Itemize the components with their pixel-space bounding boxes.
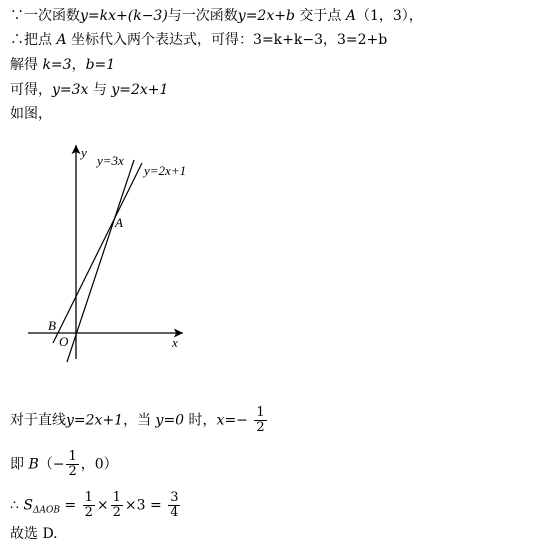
text-yu: 与 [92,82,107,98]
answer-text: 故选 D. [10,526,58,542]
point-a-coordinates: （1，3）， [355,8,423,24]
line-8 [10,491,182,521]
area-symbol: S [23,497,33,514]
close-paren: ，0） [80,456,118,473]
formula-y-2x-b: y=2x+b [237,8,295,24]
denominator: 2 [68,464,77,479]
line-9 [10,524,58,544]
text-dang: ，当 [123,412,152,429]
equation-b: 3=2+b [337,32,388,48]
denominator: 2 [84,505,93,520]
point-a-label: A [345,8,356,24]
fraction-1 [83,491,95,520]
point-b-label: B [28,456,39,473]
text-jiaoyu-dian: 交于点 [299,8,342,24]
point-a-label: A [115,215,123,230]
equation-k: 3=k+k−3 [253,32,324,48]
denominator: 2 [256,420,265,435]
line-y-2x-1-label: y=2x+1 [144,163,187,178]
separator: ， [71,57,86,73]
x-equals: x=− [216,412,248,429]
text-duiyu-zhixian: 对于直线 [10,412,66,429]
text-kede: 可得， [10,82,52,98]
x-axis-label: x [172,335,178,350]
formula-y-2x-1: y=2x+1 [111,82,169,98]
text-substitute: 坐标代入两个表达式，可得： [71,32,254,48]
line-6 [10,406,269,435]
equals-sign: = [64,497,77,514]
formula-y-3x: y=3x [52,82,89,98]
point-a-label: A [56,32,67,48]
text-ru-tu: 如图， [10,106,52,122]
separator: ， [323,32,338,48]
numerator: 1 [256,405,265,420]
line-y-3x-label: y=3x [97,153,124,168]
denominator: 4 [170,505,179,520]
numerator: 3 [170,490,179,505]
line-7 [10,450,118,479]
therefore-symbol: ∴ [10,32,24,48]
denominator: 2 [112,505,121,520]
open-paren: （− [38,456,65,473]
numerator: 1 [68,449,77,464]
text-yu-yici-hanshu: 与一次函数 [167,8,238,24]
numerator: 1 [84,490,93,505]
because-symbol: ∵ [10,8,24,24]
times-sign: × [96,497,109,514]
times-three-equals: ×3 = [124,497,162,514]
formula-y-kx-k-3: y=kx+(k−3) [80,8,168,24]
fraction-result [168,491,180,520]
text-ji: 即 [10,456,24,473]
area-subscript: ΔAOB [32,505,60,516]
text-yici-hanshu: 一次函数 [24,8,80,24]
fraction-one-half [66,450,78,479]
line-y-3x [67,160,134,362]
fraction-2 [111,491,123,520]
text-ba-dian: 把点 [24,32,52,48]
line-y-2x-1 [53,163,142,343]
y-axis-label: y [81,145,87,160]
formula-y-2x-1: y=2x+1 [66,412,124,429]
origin-label: O [59,334,69,349]
text-jiede: 解得 [10,57,38,73]
fraction-one-half [254,406,266,435]
solution-b: b=1 [85,57,116,73]
solution-k: k=3 [42,57,72,73]
text-shi: 时， [188,412,217,429]
point-b-label: B [48,318,56,333]
numerator: 1 [112,490,121,505]
formula-y-0: y=0 [155,412,185,429]
therefore-symbol: ∴ [10,497,19,514]
